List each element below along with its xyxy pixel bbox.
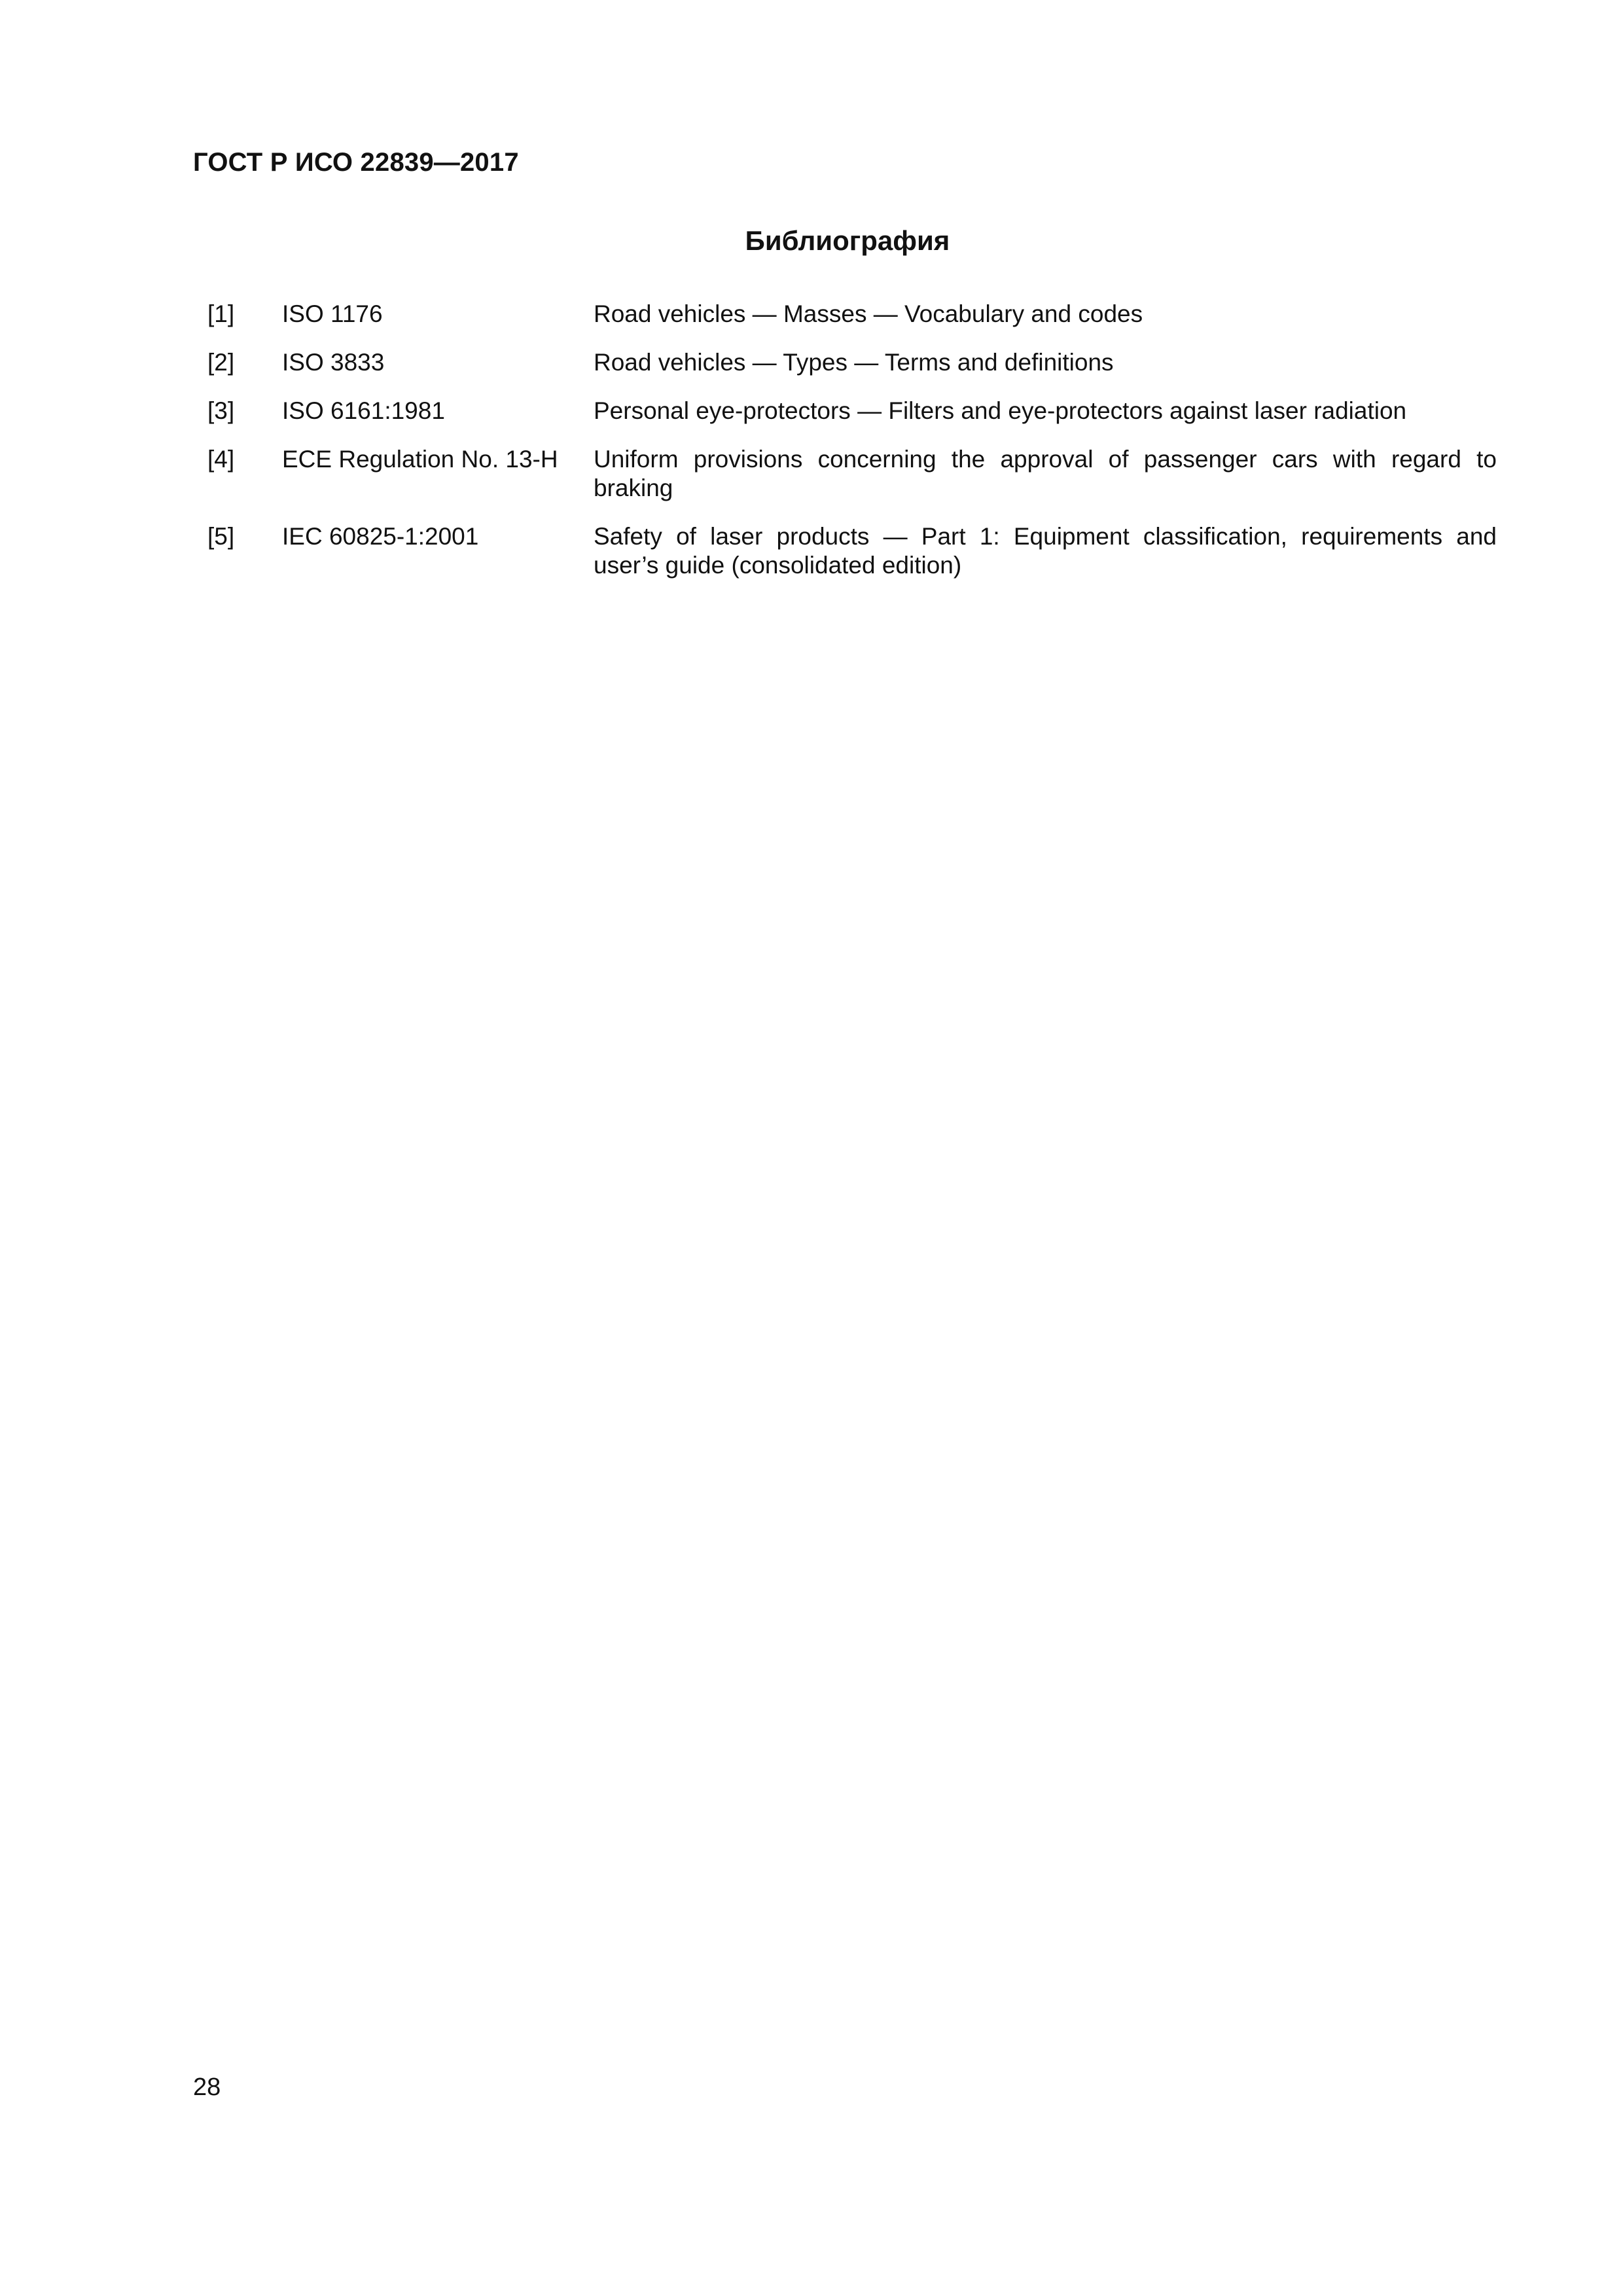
bibliography-entry (193, 348, 1497, 377)
entry-title: Safety of laser products — Part 1: Equipment classification, requirements and user’s guide (consolidated edition) (594, 523, 1497, 579)
entry-number: [4] (207, 446, 235, 473)
bibliography-entry (193, 397, 1497, 425)
bibliography-entry (193, 522, 1497, 580)
entry-title: Road vehicles — Masses — Vocabulary and codes (594, 300, 1143, 327)
bibliography-entry (193, 445, 1497, 503)
entry-title: Road vehicles — Types — Terms and definitions (594, 349, 1114, 376)
entry-number: [3] (207, 397, 235, 424)
entry-code: ISO 3833 (282, 349, 385, 376)
page-number: 28 (193, 2073, 221, 2101)
entry-number: [1] (207, 300, 235, 327)
entry-code: ISO 6161:1981 (282, 397, 445, 424)
entry-code: ECE Regulation No. 13-H (282, 446, 558, 473)
bibliography-entry (193, 300, 1497, 329)
document-standard-header: ГОСТ Р ИСО 22839—2017 (193, 148, 519, 177)
entry-code: ISO 1176 (282, 300, 383, 327)
entry-title: Uniform provisions concerning the approval of passenger cars with regard to braking (594, 446, 1497, 501)
entry-number: [2] (207, 349, 235, 376)
entry-number: [5] (207, 523, 235, 550)
entry-title: Personal eye-protectors — Filters and eye-protectors against laser radiation (594, 397, 1407, 424)
bibliography-list (193, 300, 1497, 600)
bibliography-heading: Библиография (745, 225, 950, 256)
entry-code: IEC 60825-1:2001 (282, 523, 479, 550)
